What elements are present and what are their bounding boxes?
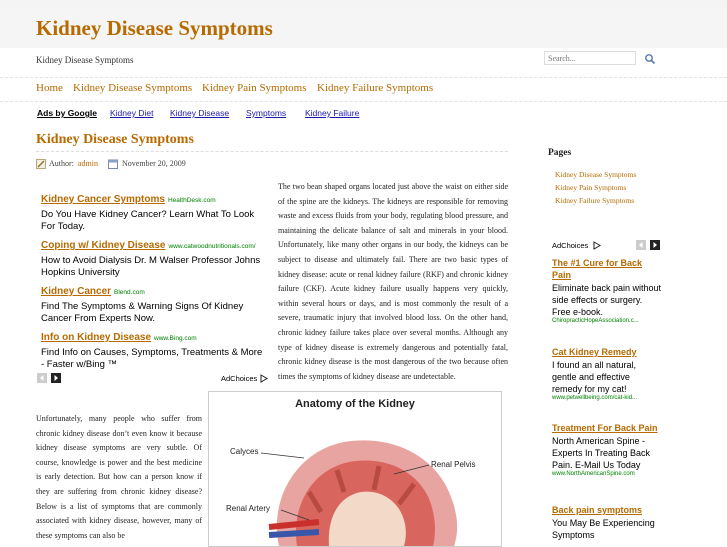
search-input[interactable] <box>544 51 636 65</box>
sidebar-ad-title[interactable]: Back pain symptoms <box>552 505 643 515</box>
ad-block-left <box>36 185 268 390</box>
ads-by-google-label[interactable]: Ads by Google <box>37 108 97 118</box>
nav-kidney-failure-symptoms[interactable]: Kidney Failure Symptoms <box>317 82 434 94</box>
ad-description: Do You Have Kidney Cancer? Learn What To Look For Today. <box>41 209 255 232</box>
sidebar-ad-prev-arrow-icon[interactable] <box>636 240 646 250</box>
sidebar-ad-title[interactable]: Cat Kidney Remedy <box>552 347 637 357</box>
adchoices-icon[interactable] <box>260 374 268 383</box>
ad-unit[interactable] <box>41 235 266 279</box>
sidebar-page-link[interactable]: Kidney Failure Symptoms <box>555 196 635 205</box>
site-tagline: Kidney Disease Symptoms <box>36 55 134 65</box>
nav-divider-top <box>0 77 727 78</box>
post-date: November 20, 2009 <box>122 159 186 168</box>
adchoices-label[interactable]: AdChoices <box>221 374 258 383</box>
post-body-text: The two bean shaped organs located just above the waist on either side of the spine are the kidneys. The kidneys are responsible for removing waste and excess fluids from your body, regulating blood pressure, and maintaining the delicate balance of salt and minerals in your blood. Unfortunately, like many other organs in our body, the kidneys can be subject to disease and ultimately fail. There are two basic types of kidney disease: acute or renal kidney failure (RKF) and chronic kidney failure (CKF). Acute kidney failure usually happens very quickly, within several hours or days, and is most commonly the result of a severe, traumatic injury that involved blood loss. On the other hand, chronic kidney failure takes place over several months. Although any type of kidney disease is extremely dangerous and potentially fatal, chronic kidney disease is the most dangerous of the two because often times the symptoms of kidney disease are undetectable. <box>278 182 508 381</box>
ad-next-arrow-icon[interactable] <box>51 373 61 383</box>
sidebar-ad-next-arrow-icon[interactable] <box>650 240 660 250</box>
sidebar-page-link[interactable]: Kidney Disease Symptoms <box>555 170 637 179</box>
figure-label: Calyces <box>230 447 259 456</box>
nav-kidney-disease-symptoms[interactable]: Kidney Disease Symptoms <box>73 82 193 94</box>
author-link[interactable]: admin <box>78 159 98 168</box>
sidebar-ad-description: I found an all natural, gentle and effective remedy for my cat! <box>552 360 637 394</box>
author-label: Author: <box>49 159 74 168</box>
figure-label: Renal Artery <box>226 504 271 513</box>
sidebar-adchoices-label[interactable]: AdChoices <box>552 241 589 250</box>
sidebar-ad-title[interactable]: Treatment For Back Pain <box>552 423 658 433</box>
ad-unit[interactable] <box>41 327 266 371</box>
ad-title[interactable]: Info on Kidney Disease <box>41 332 152 343</box>
ad-link-kidney-diet[interactable]: Kidney Diet <box>110 108 154 118</box>
sidebar-ad-description: Eliminate back pain without side effects or surgery. Free e-book. <box>552 283 662 317</box>
sidebar-ad-title[interactable]: The #1 Cure for Back Pain <box>552 258 643 280</box>
site-title[interactable]: Kidney Disease Symptoms <box>36 16 273 40</box>
figure-title: Anatomy of the Kidney <box>295 398 415 410</box>
ad-url[interactable]: HealthDesk.com <box>167 197 216 204</box>
top-bar <box>0 0 727 8</box>
sidebar-ad-description: You May Be Experiencing Symptoms <box>552 518 655 540</box>
ad-description: Find The Symptoms & Warning Signs Of Kidney Cancer From Experts Now. <box>41 301 244 324</box>
post-body-text-continued: Unfortunately, many people who suffer from chronic kidney disease don’t even know it because kidney disease symptoms are very subtle. Of course, knowledge is power and the best medicine is early detection. But how can a person know if they are suffering from chronic kidney disease? Below is a list of symptoms that are commonly associated with kidney disease, however, many of these symptoms can also be <box>36 414 202 540</box>
ad-prev-arrow-icon[interactable] <box>37 373 47 383</box>
post-title-divider <box>36 151 508 152</box>
search-icon[interactable] <box>644 53 656 65</box>
nav-divider-bottom <box>0 101 727 102</box>
author-icon <box>36 159 46 169</box>
ad-description: Find Info on Causes, Symptoms, Treatments & More - Faster w/Bing ™ <box>41 347 263 370</box>
calendar-icon <box>108 159 118 169</box>
sidebar-ad-url[interactable]: www.NorthAmericanSpine.com <box>552 471 635 477</box>
kidney-illustration <box>209 392 501 546</box>
ad-title[interactable]: Kidney Cancer <box>41 286 112 297</box>
ad-link-symptoms[interactable]: Symptoms <box>246 108 287 118</box>
ad-link-kidney-failure[interactable]: Kidney Failure <box>305 108 360 118</box>
sidebar-ad-url[interactable]: www.petwellbeing.com/cat-kid... <box>552 395 638 401</box>
ad-url[interactable]: Blend.com <box>114 289 145 296</box>
ad-unit[interactable] <box>41 189 266 233</box>
sidebar-ad-unit[interactable] <box>552 504 662 541</box>
ad-description: How to Avoid Dialysis Dr. M Walser Professor Johns Hopkins University <box>41 255 261 278</box>
sidebar-adchoices-icon[interactable] <box>593 241 601 250</box>
nav-home[interactable]: Home <box>36 82 63 94</box>
sidebar-page-link[interactable]: Kidney Pain Symptoms <box>555 183 627 192</box>
sidebar-pages-heading: Pages <box>548 148 572 158</box>
sidebar-ad-unit[interactable] <box>552 257 662 324</box>
sidebar-ad-unit[interactable] <box>552 422 662 477</box>
post-title[interactable]: Kidney Disease Symptoms <box>36 132 194 147</box>
sidebar-ad-unit[interactable] <box>552 346 662 401</box>
ad-unit[interactable] <box>41 281 266 325</box>
ad-url[interactable]: www.Bing.com <box>154 335 197 342</box>
kidney-anatomy-image <box>208 391 502 547</box>
ad-title[interactable]: Coping w/ Kidney Disease <box>41 240 166 251</box>
figure-label: Renal Pelvis <box>431 460 476 469</box>
ad-link-kidney-disease[interactable]: Kidney Disease <box>170 108 230 118</box>
nav-kidney-pain-symptoms[interactable]: Kidney Pain Symptoms <box>202 82 307 94</box>
ad-title[interactable]: Kidney Cancer Symptoms <box>41 194 165 205</box>
ad-url[interactable]: www.catwoodnutritionals.com/ <box>168 243 256 250</box>
sidebar-ad-url[interactable]: ChiropracticHopeAssociation.c... <box>552 318 639 324</box>
sidebar-ad-description: North American Spine - Experts In Treating Back Pain. E-Mail Us Today <box>552 436 651 470</box>
